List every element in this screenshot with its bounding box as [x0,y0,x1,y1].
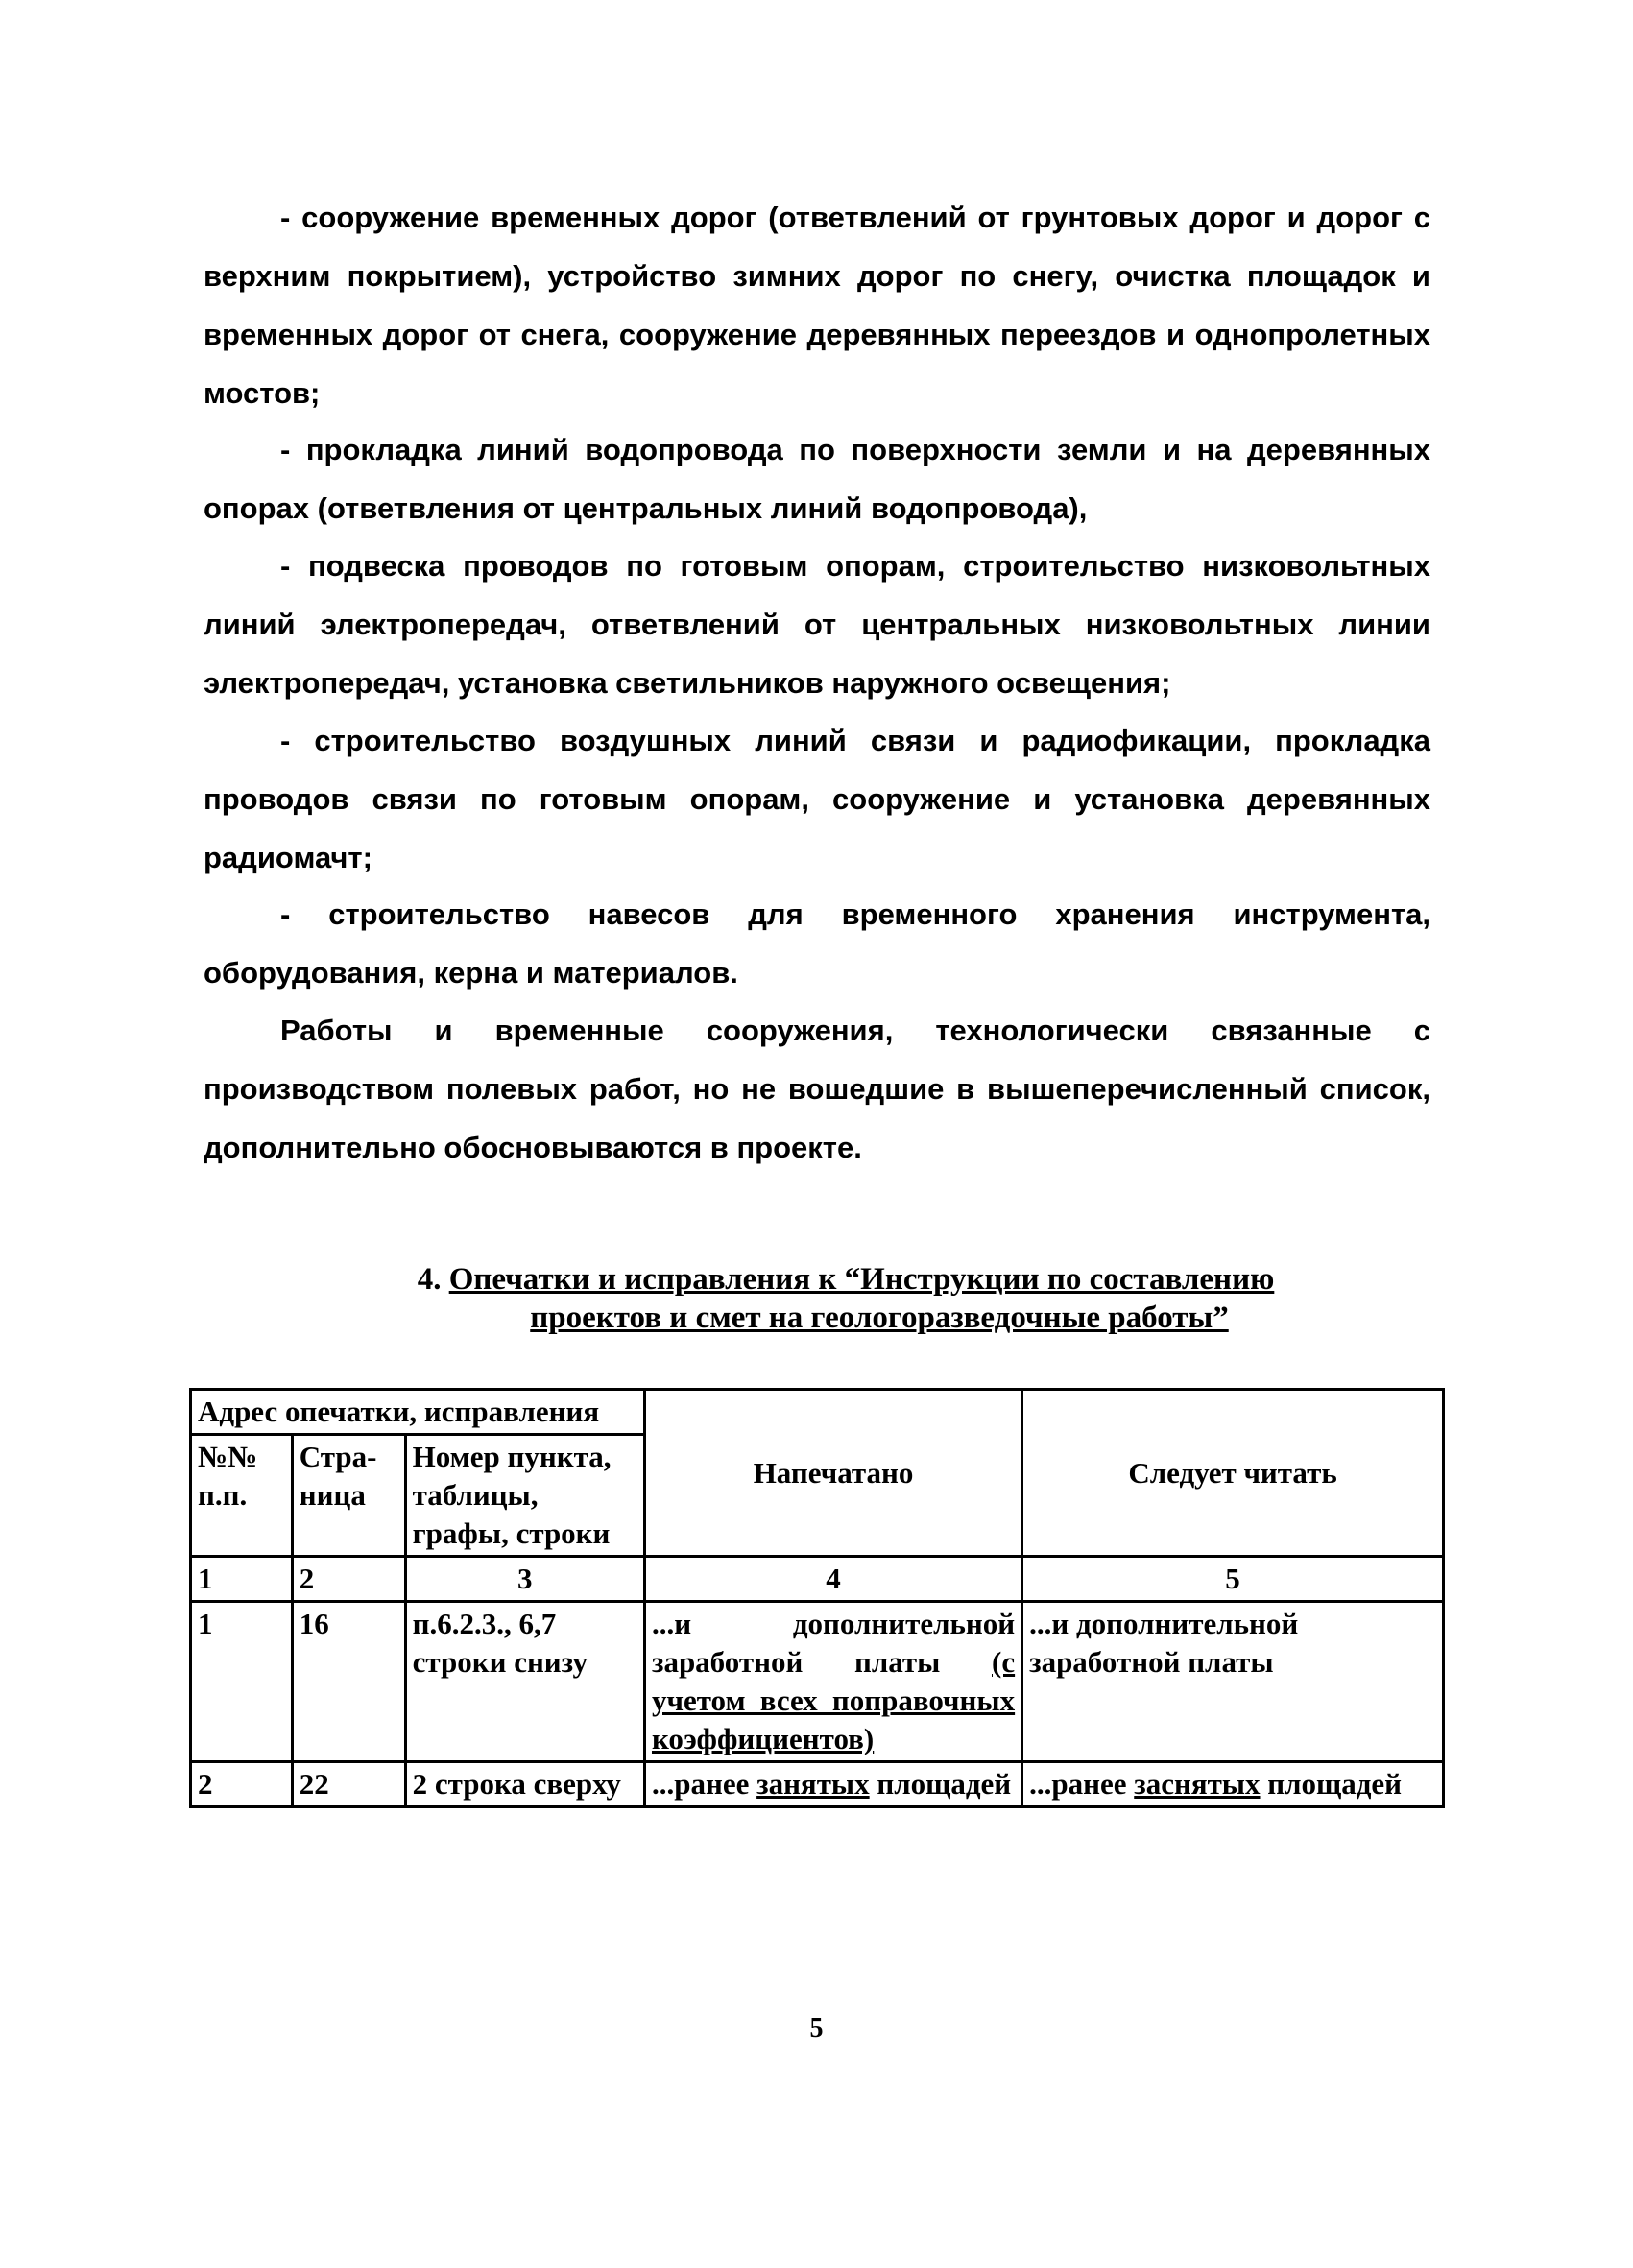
row-page: 22 [292,1762,405,1807]
row-read-as [1022,1602,1444,1762]
section-title-line2: проектов и смет на геологоразведочные работы” [530,1301,1229,1335]
col-number: 4 [644,1557,1021,1602]
col-number: 2 [292,1557,405,1602]
read-text: ...ранее [1029,1767,1135,1801]
row-item: 2 строка сверху [405,1762,644,1807]
header-printed: Напечатано [644,1390,1021,1557]
section-heading-line1 [204,1260,1430,1299]
section-heading-line2 [204,1299,1430,1337]
row-page: 16 [292,1602,405,1762]
row-num: 2 [191,1762,293,1807]
printed-text: ...ранее [651,1767,757,1801]
section-title-line1: Опечатки и исправления к “Инструкции по составлению [448,1262,1275,1297]
header-item: Номер пункта, таблицы, графы, строки [405,1435,644,1557]
printed-underlined: (с учетом всех поправочных коэффициентов) [651,1645,1016,1755]
row-read-as [1022,1762,1444,1807]
header-read-as: Следует читать [1022,1390,1444,1557]
col-number: 1 [191,1557,293,1602]
col-number: 5 [1022,1557,1444,1602]
printed-underlined: занятых [756,1767,870,1801]
section-number: 4. [417,1262,442,1297]
table-col-number-row [191,1557,1444,1602]
paragraph-sheds: - строительство навесов для временного хранения инструмента, оборудования, керна и материалов. [204,897,1430,990]
page-number: 5 [809,2014,824,2043]
table-row [191,1762,1444,1807]
row-printed [644,1762,1021,1807]
paragraph-power-lines: - подвеска проводов по готовым опорам, строительство низковольтных линий электропередач, ответвлений от центральных низковольтных линии электропередач, установка светильников наружного освещения; [204,549,1430,700]
header-num: №№ п.п. [191,1435,293,1557]
read-underlined: заснятых [1134,1767,1261,1801]
paragraph-water-pipes: - прокладка линий водопровода по поверхности земли и на деревянных опорах (ответвления от центральных линий водопровода), [204,433,1430,525]
table-header-row [191,1390,1444,1435]
header-page: Стра-ница [292,1435,405,1557]
col-number: 3 [405,1557,644,1602]
table-row [191,1602,1444,1762]
read-tail: площадей [1260,1767,1402,1801]
paragraph-communication-lines: - строительство воздушных линий связи и радиофикации, прокладка проводов связи по готовым опорам, сооружение и установка деревянных радиомачт; [204,724,1430,874]
paragraph-additional-works: Работы и временные сооружения, технологически связанные с производством полевых работ, но не вошедшие в вышеперечисленный список, дополнительно обосновываются в проекте. [204,1014,1430,1164]
paragraph-temporary-roads: - сооружение временных дорог (ответвлений от грунтовых дорог и дорог с верхним покрытием), устройство зимних дорог по снегу, очистка площадок и временных дорог от снега, сооружение деревянных переездов и однопролетных мостов; [204,201,1430,410]
errata-table [189,1388,1445,1808]
row-num: 1 [191,1602,293,1762]
row-printed [644,1602,1021,1762]
printed-text: ...и дополнительной заработной платы [651,1607,1016,1679]
row-item: п.6.2.3., 6,7 строки снизу [405,1602,644,1762]
header-address: Адрес опечатки, исправления [191,1390,645,1435]
printed-tail: площадей [869,1767,1012,1801]
read-text: ...и дополнительной заработной платы [1029,1607,1299,1679]
